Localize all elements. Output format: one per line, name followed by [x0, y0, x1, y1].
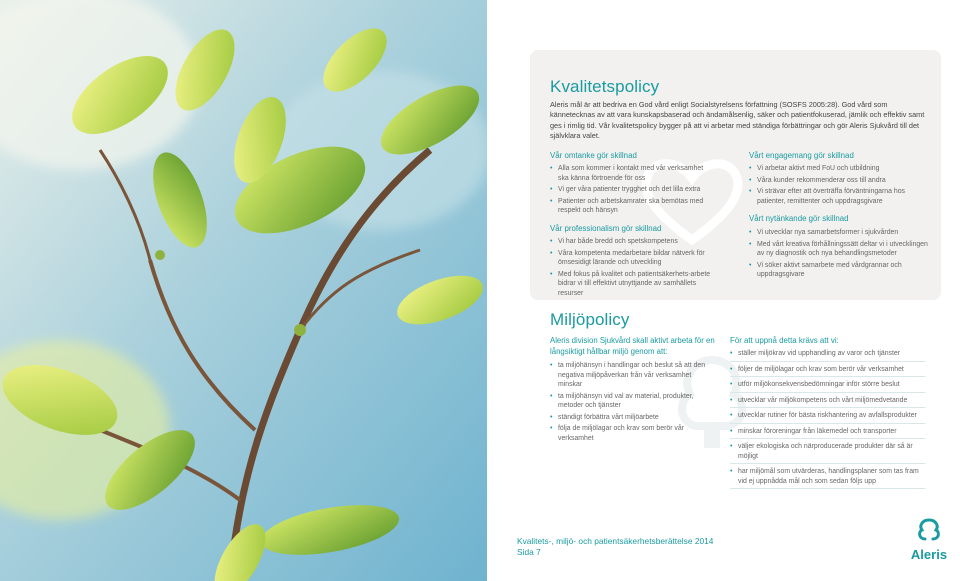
requirements-heading: För att uppnå detta krävs att vi:	[730, 336, 839, 345]
list-item: • följa de miljölagar och krav som berör vår verksamhet	[550, 424, 710, 443]
list-item: • följer de miljölagar och krav som berör vår verksamhet	[730, 365, 925, 378]
list-item: • ta miljöhänsyn i handlingar och beslut så att den negativa miljöpåverkan från vår verksamhet minskar	[550, 361, 710, 390]
list-item: • Vi har både bredd och spetskompetens	[550, 237, 715, 247]
list-item: • har miljömål som utvärderas, handlingsplaner som tas fram vid ej uppnådda mål och som sedan följs upp	[730, 467, 925, 489]
list-item: • ständigt förbättra vårt miljöarbete	[550, 413, 710, 423]
list-item: • ställer miljökrav vid upphandling av varor och tjänster	[730, 349, 925, 362]
list-item: • utvecklar vår miljökompetens och vårt miljömedvetande	[730, 396, 925, 409]
bullet-list	[550, 361, 710, 445]
page-footer	[517, 536, 713, 558]
quality-title: Kvalitetspolicy	[550, 77, 660, 96]
aleris-logo	[907, 518, 951, 562]
list-item: • Vi ger våra patienter trygghet och det lilla extra	[550, 185, 715, 195]
list-item: • Vi arbetar aktivt med FoU och utbildning	[749, 164, 929, 174]
requirements-list	[730, 349, 925, 492]
aleris-logo-icon	[916, 518, 942, 542]
logo-text: Aleris	[910, 547, 948, 562]
list-item: • Våra kompetenta medarbetare bildar nätverk för ömsesidigt lärande och utveckling	[550, 249, 715, 268]
list-item: • Med vårt kreativa förhållningssätt deltar vi i utvecklingen av ny diagnostik och nya behandlingsmetoder	[749, 240, 929, 259]
list-item: • ta miljöhänsyn vid val av material, produkter, metoder och tjänster	[550, 392, 710, 411]
list-item: • minskar föroreningar från läkemedel och transporter	[730, 427, 925, 440]
section-heading: Vår omtanke gör skillnad	[550, 151, 637, 160]
list-item: • utvecklar rutiner för bästa riskhantering av avfallsprodukter	[730, 411, 925, 424]
list-item: • väljer ekologiska och närproducerade produkter där så är möjligt	[730, 442, 925, 464]
bullet-list	[749, 228, 929, 282]
environment-intro: Aleris division Sjukvård skall aktivt arbeta för en långsiktigt hållbar miljö genom att:	[550, 336, 715, 356]
section-heading: Vår professionalism gör skillnad	[550, 224, 662, 233]
list-item: • utför miljökonsekvensbedömningar inför större beslut	[730, 380, 925, 393]
list-item: • Vi strävar efter att överträffa förväntningarna hos patienter, remittenter och uppdragsgivare	[749, 187, 929, 206]
quality-intro: Aleris mål är att bedriva en God vård enligt Socialstyrelsens författning (SOSFS 2005:28). God vård som kännetecknas av att vara kunskapsbaserad och ändamålsenlig, säker och patientfokuserad, jämlik och effektiv samt ges i rimlig tid. Vår kvalitetspolicy bygger på att vi arbetar med ständiga förbättringar och gör Aleris Sjukvård till det självklara valet.	[550, 100, 925, 141]
list-item: • Patienter och arbetskamrater ska bemötas med respekt och hänsyn	[550, 197, 715, 216]
section-heading: Vårt nytänkande gör skillnad	[749, 214, 849, 223]
page-number: Sida 7	[517, 547, 541, 557]
environment-title: Miljöpolicy	[550, 310, 630, 329]
list-item: • Alla som kommer i kontakt med vår verksamhet ska känna förtroende för oss	[550, 164, 715, 183]
bullet-list	[550, 237, 715, 300]
list-item: • Våra kunder rekommenderar oss till andra	[749, 176, 929, 186]
report-title: Kvalitets-, miljö- och patientsäkerhetsberättelse 2014	[517, 536, 714, 546]
bullet-list	[749, 164, 929, 208]
list-item: • Med fokus på kvalitet och patientsäkerhets-arbete bidrar vi till effektivt utnyttjande av samhällets resurser	[550, 270, 715, 299]
bullet-list	[550, 164, 715, 218]
section-heading: Vårt engagemang gör skillnad	[749, 151, 854, 160]
list-item: • Vi söker aktivt samarbete med vårdgrannar och uppdragsgivare	[749, 261, 929, 280]
list-item: • Vi utvecklar nya samarbetsformer i sjukvården	[749, 228, 929, 238]
